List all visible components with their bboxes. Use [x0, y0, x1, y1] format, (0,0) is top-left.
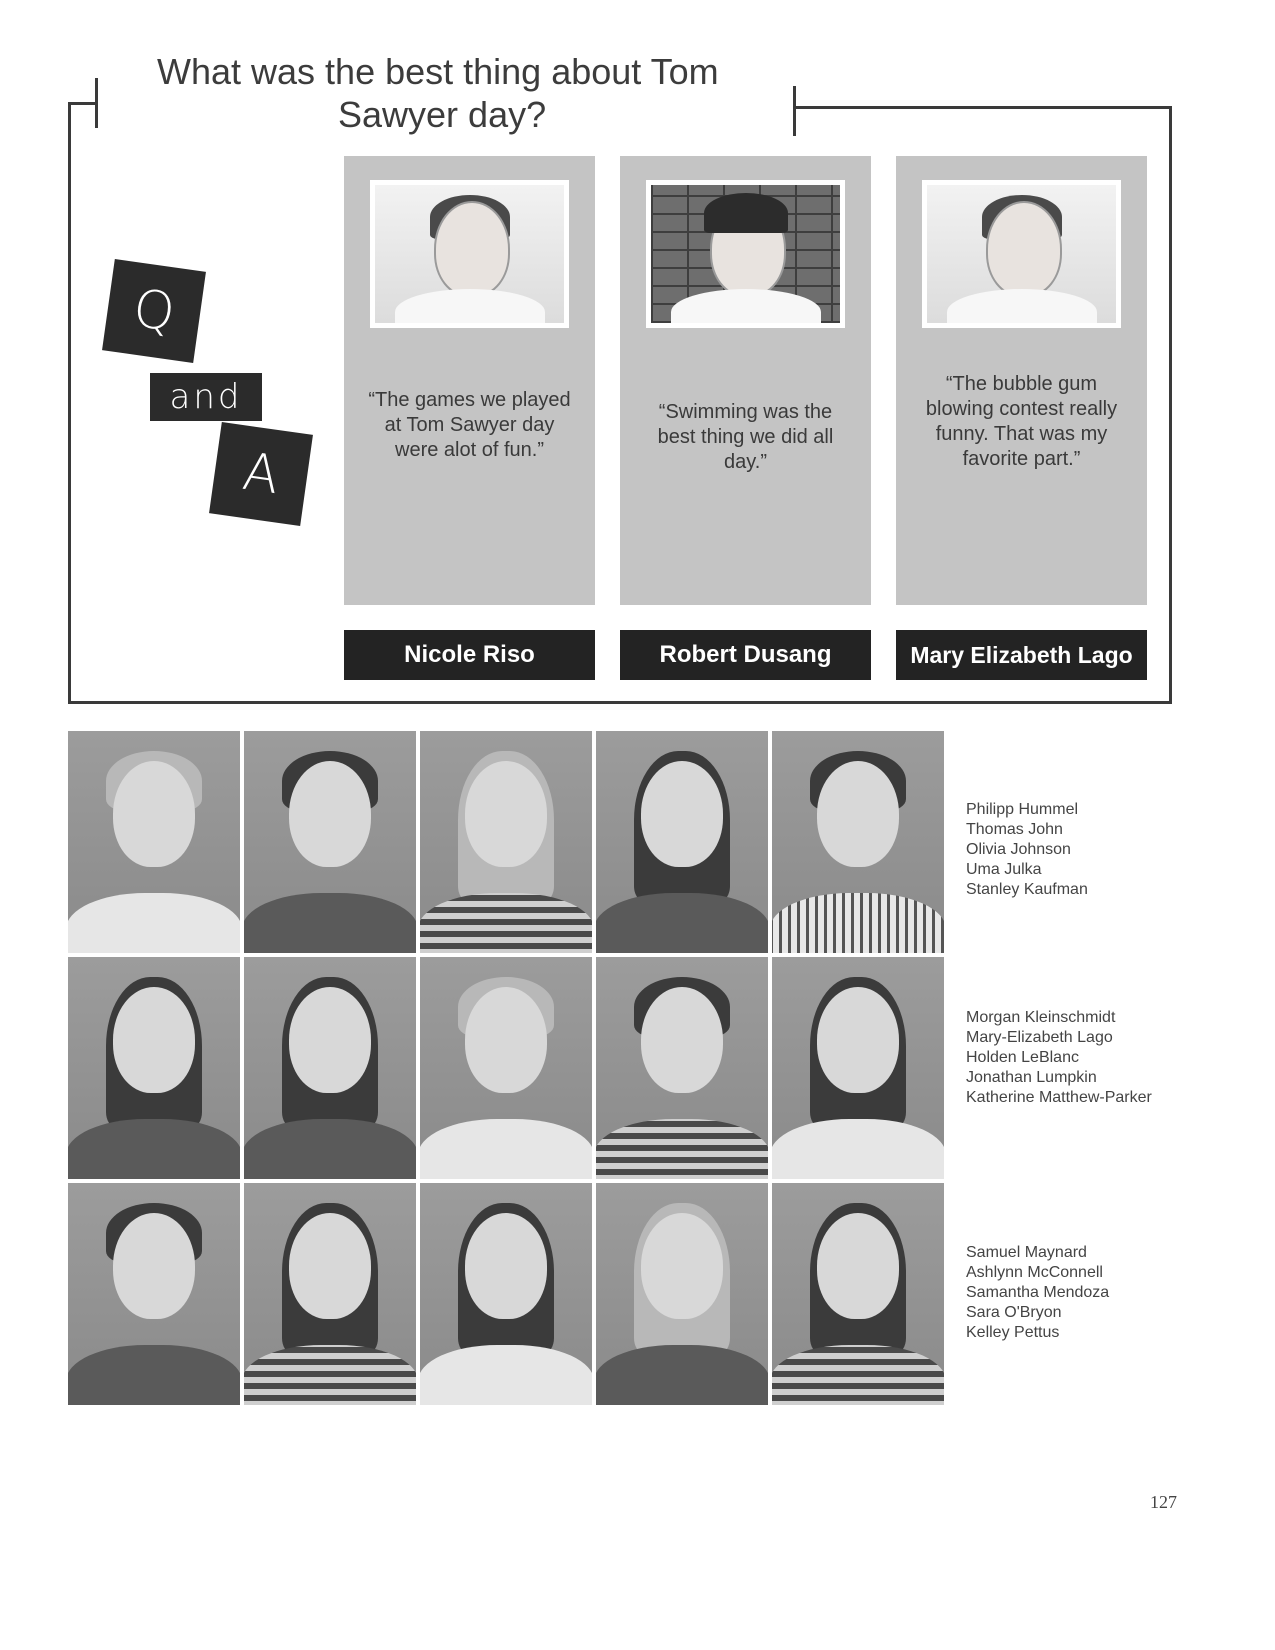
qa-name-1: Nicole Riso — [344, 630, 595, 680]
frame-left-side — [68, 102, 71, 704]
qa-letter-a: A — [209, 422, 313, 526]
frame-right-tick — [793, 86, 796, 136]
portrait-photo — [68, 731, 240, 953]
roster-name: Philipp Hummel — [966, 801, 1079, 818]
portrait-photo — [244, 1183, 416, 1405]
roster-name: Ashlynn McConnell — [966, 1264, 1103, 1281]
frame-left-top — [68, 102, 96, 105]
roster-names-row-1 — [966, 800, 1088, 900]
qa-word-and: and — [150, 373, 262, 421]
roster-name: Morgan Kleinschmidt — [966, 1009, 1116, 1026]
roster-name: Samantha Mendoza — [966, 1284, 1110, 1301]
portrait-photo — [420, 731, 592, 953]
qa-name-3: Mary Elizabeth Lago — [896, 630, 1147, 680]
portrait-photo — [68, 1183, 240, 1405]
page-number: 127 — [1150, 1492, 1177, 1512]
qa-photo-2 — [646, 180, 845, 328]
roster-name: Thomas John — [966, 821, 1063, 838]
frame-right-side — [1169, 106, 1172, 704]
roster-name: Holden LeBlanc — [966, 1049, 1079, 1066]
portrait-photo — [244, 731, 416, 953]
portrait-photo — [772, 731, 944, 953]
portrait-photo — [244, 957, 416, 1179]
roster-name: Mary-Elizabeth Lago — [966, 1029, 1113, 1046]
qa-card-1 — [344, 156, 595, 605]
page-title-line-2: Sawyer day? — [338, 94, 547, 135]
qa-letter-q: Q — [102, 259, 206, 363]
roster-name: Katherine Matthew-Parker — [966, 1089, 1152, 1106]
frame-bottom — [68, 701, 1172, 704]
portrait-photo — [68, 957, 240, 1179]
roster-name: Kelley Pettus — [966, 1324, 1060, 1341]
roster-name: Stanley Kaufman — [966, 881, 1088, 898]
portrait-photo — [772, 1183, 944, 1405]
portrait-photo — [420, 957, 592, 1179]
qa-quote-1: “The games we played at Tom Sawyer day were alot of fun.” — [368, 389, 571, 461]
qa-card-3 — [896, 156, 1147, 605]
portrait-photo — [596, 957, 768, 1179]
frame-right-top — [793, 106, 1172, 109]
roster-name: Samuel Maynard — [966, 1244, 1087, 1261]
qa-name-2: Robert Dusang — [620, 630, 871, 680]
qa-photo-1 — [370, 180, 569, 328]
roster-name: Olivia Johnson — [966, 841, 1071, 858]
qa-quote-3: “The bubble gum blowing contest really funny. That was my favorite part.” — [925, 373, 1118, 470]
roster-names-row-3 — [966, 1243, 1109, 1343]
page-title-line-1: What was the best thing about Tom — [157, 51, 719, 92]
roster-name: Sara O'Bryon — [966, 1304, 1062, 1321]
roster-name: Uma Julka — [966, 861, 1042, 878]
roster-name: Jonathan Lumpkin — [966, 1069, 1097, 1086]
portrait-photo — [596, 1183, 768, 1405]
qa-card-2 — [620, 156, 871, 605]
portrait-photo — [772, 957, 944, 1179]
roster-names-row-2 — [966, 1008, 1152, 1108]
qa-quote-2: “Swimming was the best thing we did all day.” — [657, 401, 834, 473]
qa-photo-3 — [922, 180, 1121, 328]
portrait-photo — [596, 731, 768, 953]
portrait-photo — [420, 1183, 592, 1405]
